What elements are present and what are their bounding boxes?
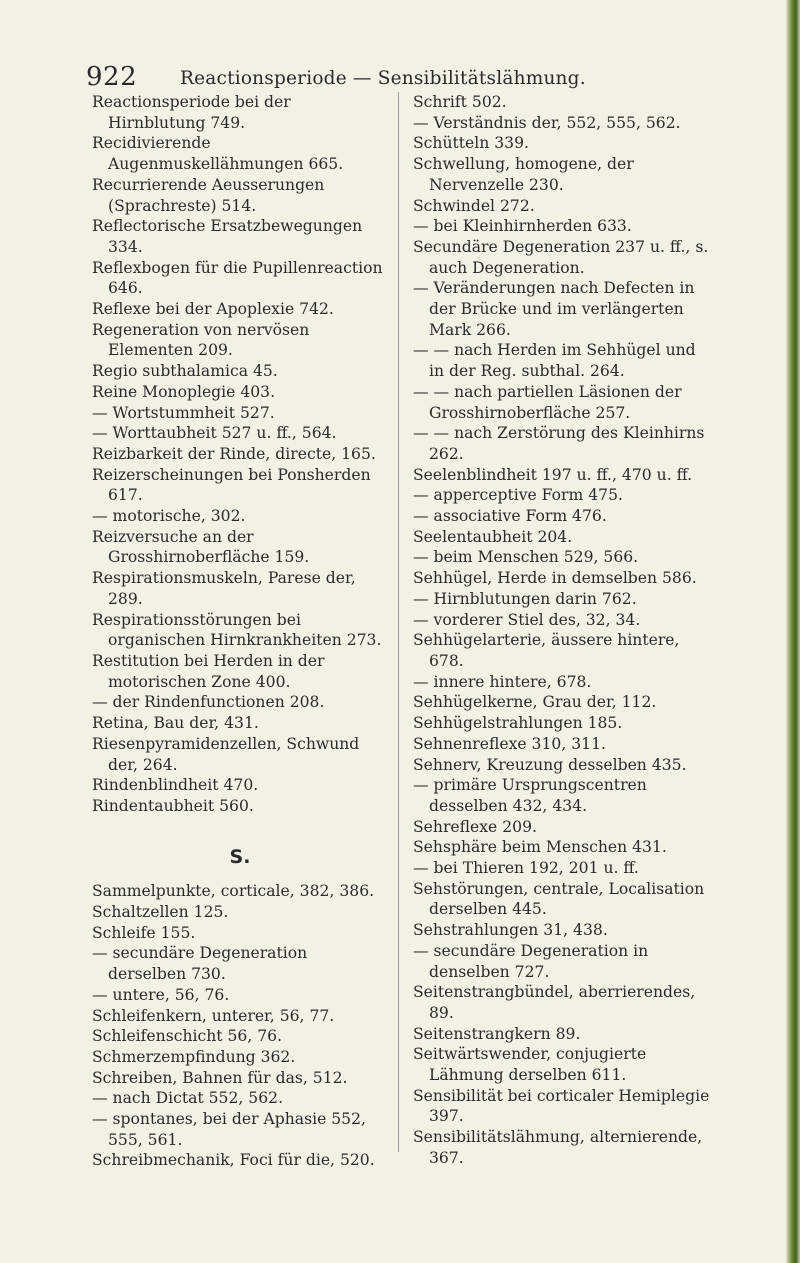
index-entry: Sehstörungen, centrale, Localisation derselben 445.: [413, 879, 705, 919]
right-column: [413, 92, 713, 1169]
index-entry: Recurrierende Aeusserungen (Sprachreste) 514.: [92, 175, 325, 215]
index-entry: — spontanes, bei der Aphasie 552, 555, 561.: [92, 1110, 366, 1149]
index-entry: — untere, 56, 76.: [92, 985, 230, 1004]
index-entry: — Verständnis der, 552, 555, 562.: [413, 113, 681, 132]
index-entry: Reactionsperiode bei der Hirnblutung 749.: [92, 93, 291, 132]
index-entry: Schleife 155.: [92, 923, 196, 942]
index-entry: — der Rindenfunctionen 208.: [92, 693, 325, 712]
index-entry: — nach Dictat 552, 562.: [92, 1089, 284, 1108]
index-entry: Seitwärtswender, conjugierte Lähmung derselben 611.: [413, 1045, 647, 1085]
index-entry: Restitution bei Herden in der motorischen Zone 400.: [92, 651, 325, 691]
index-entry: Reizbarkeit der Rinde, directe, 165.: [92, 444, 376, 463]
index-group-s: [92, 881, 388, 1171]
index-entry: Schwellung, homogene, der Nervenzelle 230.: [413, 155, 634, 194]
index-entry: — secundäre Degeneration in denselben 727.: [413, 941, 649, 981]
index-entry: — — nach Herden im Sehhügel und in der Reg. subthal. 264.: [413, 341, 696, 381]
index-entry: Sehhügelarterie, äussere hintere, 678.: [413, 631, 680, 670]
index-entry: Regeneration von nervösen Elementen 209.: [92, 320, 310, 360]
index-entry: — motorische, 302.: [92, 507, 246, 526]
index-entry: Sehreflexe 209.: [413, 817, 537, 836]
index-entry: Reine Monoplegie 403.: [92, 382, 276, 401]
index-entry: Sehstrahlungen 31, 438.: [413, 921, 608, 940]
index-entry: — Worttaubheit 527 u. ff., 564.: [92, 424, 337, 443]
index-entry: Retina, Bau der, 431.: [92, 714, 259, 733]
index-entry: Secundäre Degeneration 237 u. ff., s. auch Degeneration.: [413, 237, 709, 277]
index-entry: Schreibmechanik, Foci für die, 520.: [92, 1151, 375, 1170]
index-entry: Sammelpunkte, corticale, 382, 386.: [92, 882, 375, 901]
index-entry: Reflectorische Ersatzbewegungen 334.: [92, 217, 363, 256]
index-entry: Rindenblindheit 470.: [92, 776, 259, 795]
index-entry: Schaltzellen 125.: [92, 903, 229, 922]
index-entry: — — nach Zerstörung des Kleinhirns 262.: [413, 424, 705, 463]
index-entry: Sensibilität bei corticaler Hemiplegie 397.: [413, 1086, 710, 1126]
index-entry: — Wortstummheit 527.: [92, 403, 275, 422]
index-entry: Seitenstrangbündel, aberrierendes, 89.: [413, 983, 696, 1022]
index-entry: Respirationsstörungen bei organischen Hirnkrankheiten 273.: [92, 610, 382, 650]
section-letter: S.: [229, 845, 251, 868]
index-entry: — primäre Ursprungscentren desselben 432, 434.: [413, 776, 647, 815]
index-entry: — vorderer Stiel des, 32, 34.: [413, 610, 641, 629]
index-entry: Recidivierende Augenmuskellähmungen 665.: [92, 134, 344, 174]
index-entry: — bei Thieren 192, 201 u. ff.: [413, 859, 639, 878]
index-entry: — Veränderungen nach Defecten in der Brücke und im verlängerten Mark 266.: [413, 279, 695, 339]
index-group-r: [92, 92, 388, 817]
index-entry: Reflexbogen für die Pupillenreaction 646.: [92, 258, 383, 298]
index-entry: Sehnerv, Kreuzung desselben 435.: [413, 755, 687, 774]
index-entry: Sehhügelstrahlungen 185.: [413, 714, 623, 733]
index-entry: — secundäre Degeneration derselben 730.: [92, 944, 308, 984]
index-entry: — beim Menschen 529, 566.: [413, 548, 639, 567]
index-entry: Schreiben, Bahnen für das, 512.: [92, 1068, 348, 1087]
index-entry: Schleifenkern, unterer, 56, 77.: [92, 1006, 335, 1025]
page-header: [0, 62, 800, 96]
page-number: 922: [86, 62, 138, 92]
index-entry: Schwindel 272.: [413, 196, 535, 215]
index-entry: Sehhügelkerne, Grau der, 112.: [413, 693, 657, 712]
index-entry: Rindentaubheit 560.: [92, 796, 254, 815]
index-entry: Riesenpyramidenzellen, Schwund der, 264.: [92, 734, 360, 774]
index-entry: Respirationsmuskeln, Parese der, 289.: [92, 569, 356, 608]
index-entry: Schmerzempfindung 362.: [92, 1047, 296, 1066]
index-entry: — associative Form 476.: [413, 507, 607, 526]
index-entry: Reizerscheinungen bei Ponsherden 617.: [92, 465, 371, 505]
index-entry: Schleifenschicht 56, 76.: [92, 1027, 283, 1046]
index-entry: Regio subthalamica 45.: [92, 362, 278, 381]
index-entry: Sehhügel, Herde in demselben 586.: [413, 569, 697, 588]
index-entry: Sehnenreflexe 310, 311.: [413, 734, 606, 753]
index-entry: Seelentaubheit 204.: [413, 527, 573, 546]
index-entry: — — nach partiellen Läsionen der Grosshirnoberfläche 257.: [413, 382, 682, 422]
running-head: Reactionsperiode — Sensibilitätslähmung.: [180, 68, 586, 89]
index-entry: Schrift 502.: [413, 93, 507, 111]
index-entry: Seelenblindheit 197 u. ff., 470 u. ff.: [413, 465, 693, 484]
index-entry: — bei Kleinhirnherden 633.: [413, 217, 632, 236]
column-divider: [398, 92, 399, 1152]
index-entry: — apperceptive Form 475.: [413, 486, 623, 505]
index-entry: Reizversuche an der Grosshirnoberfläche 159.: [92, 527, 310, 567]
index-entry: Seitenstrangkern 89.: [413, 1024, 581, 1043]
index-entry: Sensibilitätslähmung, alternierende, 367.: [413, 1128, 703, 1167]
index-entry: Schütteln 339.: [413, 134, 529, 153]
index-entry: Reflexe bei der Apoplexie 742.: [92, 300, 334, 319]
index-entry: Sehsphäre beim Menschen 431.: [413, 838, 667, 857]
page-edge: [786, 0, 800, 1263]
index-entry: — Hirnblutungen darin 762.: [413, 589, 637, 608]
index-entry: — innere hintere, 678.: [413, 672, 592, 691]
left-column: [92, 92, 388, 1171]
